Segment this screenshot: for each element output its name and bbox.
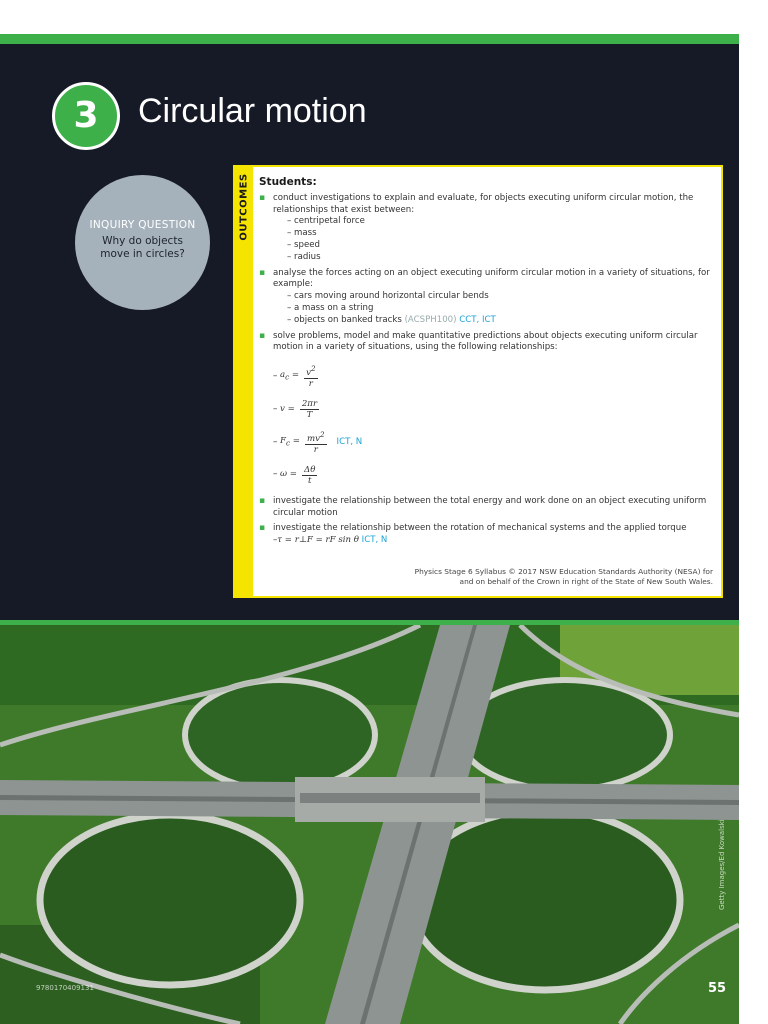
- outcome-text: investigate the relationship between the rotation of mechanical systems and the applied torque: [273, 523, 687, 534]
- outcome-text: solve problems, model and make quantitative predictions about objects executing uniform circular motion in a variety of situations, using the following relationships:: [273, 330, 698, 353]
- page-number: 55: [708, 981, 727, 996]
- sub-item: – a mass on a string: [273, 303, 713, 315]
- eq-denominator: t: [307, 475, 312, 486]
- eq-fraction: [302, 465, 317, 486]
- equation-angular-velocity: – ω = $\frac{\Delta\theta}{t}$: [273, 464, 316, 486]
- torque-formula-line: –τ = r⊥F = rF sin θ ICT, N: [273, 535, 388, 546]
- outcome-bullet-2: [259, 268, 713, 327]
- eq-numerator: v: [306, 368, 311, 379]
- syllabus-credit: [415, 567, 713, 586]
- eq-fraction: [300, 399, 319, 420]
- eq-subscript: c: [286, 438, 291, 448]
- eq-superscript: 2: [319, 430, 325, 440]
- right-margin: [739, 0, 768, 1024]
- outcome-bullet-3: [259, 331, 713, 355]
- outcomes-tab-label: OUTCOMES: [238, 173, 250, 241]
- eq-fraction: [304, 364, 317, 389]
- eq-denominator: r: [308, 379, 313, 390]
- outcome-text: investigate the relationship between the total energy and work done on an object executing uniform circular motion: [273, 495, 707, 518]
- sub-item: – speed: [273, 240, 713, 252]
- torque-formula: τ = r⊥F = rF sin θ: [277, 535, 359, 546]
- photo-credit: Getty Images/Ed Kowalski: [718, 819, 726, 910]
- inquiry-heading: INQUIRY QUESTION: [89, 219, 196, 231]
- outcomes-box: [233, 165, 723, 598]
- cloverleaf-interchange-photo: [0, 625, 739, 1024]
- outcomes-tab: [235, 167, 253, 596]
- eq-symbol: a: [280, 369, 286, 380]
- eq-denominator: r: [313, 444, 318, 455]
- outcome-bullet-5: [259, 523, 713, 547]
- capability-codes: CCT, ICT: [459, 314, 496, 325]
- eq-symbol: F: [280, 435, 286, 446]
- equation-centripetal-acceleration: – $a_c$ = $\frac{v^2}{r}$: [273, 364, 316, 390]
- credit-line: Physics Stage 6 Syllabus © 2017 NSW Education Standards Authority (NESA) for: [414, 567, 713, 576]
- eq-denominator: T: [306, 410, 313, 421]
- capability-codes: ICT, N: [361, 535, 388, 546]
- equation-speed: – v = $\frac{2\pi r}{T}$: [273, 399, 318, 421]
- equation-centripetal-force: – $F_c$ = $\frac{mv^2}{r}$ ICT, N: [273, 430, 363, 455]
- sub-item: – mass: [273, 228, 713, 240]
- sub-item: [273, 315, 713, 327]
- inquiry-question-circle: [75, 175, 210, 310]
- credit-line: and on behalf of the Crown in right of the State of New South Wales.: [459, 576, 713, 586]
- eq-symbol: v: [280, 403, 285, 414]
- chapter-number-badge: 3: [52, 82, 120, 150]
- eq-fraction: [305, 430, 327, 455]
- capability-codes: ICT, N: [336, 436, 363, 447]
- outcome-bullet-1: [259, 193, 713, 264]
- eq-symbol: ω: [280, 469, 288, 480]
- top-green-bar: [0, 34, 739, 44]
- eq-subscript: c: [285, 372, 290, 382]
- isbn-text: 9780170409131: [36, 984, 94, 992]
- chapter-title: Circular motion: [138, 92, 367, 130]
- syllabus-ref: (ACSPH100): [404, 314, 457, 325]
- outcome-text: analyse the forces acting on an object executing uniform circular motion in a variety of situations, for example:: [273, 267, 710, 290]
- sub-item: – centripetal force: [273, 216, 713, 228]
- sub-item-text: objects on banked tracks: [294, 314, 402, 325]
- sub-item: – radius: [273, 252, 713, 264]
- eq-numerator: 2πr: [301, 399, 318, 410]
- outcome-text: conduct investigations to explain and evaluate, for objects executing uniform circular motion, the relationships that exist between:: [273, 192, 694, 215]
- eq-numerator: Δθ: [303, 464, 316, 475]
- outcomes-content: [259, 177, 713, 547]
- sub-item: – cars moving around horizontal circular bends: [273, 291, 713, 303]
- eq-superscript: 2: [310, 364, 316, 374]
- inquiry-question-text: Why do objects move in circles?: [100, 235, 185, 260]
- students-label: Students:: [259, 176, 317, 188]
- outcome-bullet-4: [259, 496, 713, 520]
- aerial-interchange-illustration: [0, 625, 739, 1024]
- eq-numerator: mv: [306, 433, 320, 444]
